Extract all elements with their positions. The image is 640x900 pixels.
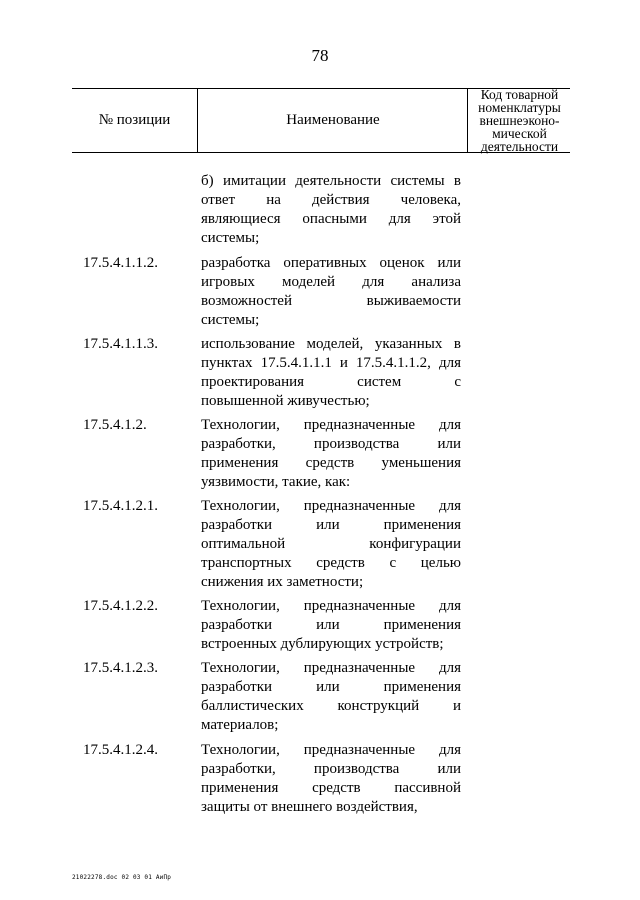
footer-doc-id: 21022278.doc 02 03 01 АиПр (72, 874, 172, 881)
row-description-line: баллистических конструкций и (201, 698, 461, 714)
row-description (201, 597, 461, 654)
row-description-line: Технологии, предназначенные для (201, 742, 461, 758)
column-header-position: № позиции (98, 112, 171, 128)
row-position-number: 17.5.4.1.1.3. (83, 336, 158, 352)
row-description-line: игровых моделей для анализа (201, 274, 461, 290)
row-description-line: уязвимости, такие, как: (201, 474, 351, 490)
row-description (201, 659, 461, 735)
row-description (201, 335, 461, 411)
row-position-number: 17.5.4.1.2. (83, 417, 147, 433)
row-description-line: возможностей выживаемости (201, 293, 461, 309)
row-description-line: Технологии, предназначенные для (201, 498, 461, 514)
column-header-code-line: деятельности (480, 139, 559, 154)
row-description-line: системы; (201, 230, 260, 246)
row-description-line: разработки или применения (201, 617, 461, 633)
row-description (201, 254, 461, 330)
row-description-line: являющиеся опасными для этой (201, 211, 461, 227)
row-description-line: встроенных дублирующих устройств; (201, 636, 444, 652)
row-description-line: проектирования систем с (201, 374, 461, 390)
row-description-line: разработки, производства или (201, 761, 461, 777)
column-header-name: Наименование (197, 89, 468, 152)
column-header-code-line: внешнеэконо- (479, 113, 560, 128)
row-description-line: Технологии, предназначенные для (201, 417, 461, 433)
row-position-number: 17.5.4.1.2.2. (83, 598, 158, 614)
row-description-line: повышенной живучестью; (201, 393, 370, 409)
column-header-code-line: Код товарной (480, 87, 559, 102)
row-description-line: применения средств уменьшения (201, 455, 461, 471)
row-description (201, 741, 461, 817)
row-description-line: ответ на действия человека, (201, 192, 461, 208)
row-description-line: Технологии, предназначенные для (201, 660, 461, 676)
table-header (72, 88, 570, 153)
row-description-line: системы; (201, 312, 260, 328)
row-description-line: использование моделей, указанных в (201, 336, 461, 352)
row-description-line: разработка оперативных оценок или (201, 255, 461, 271)
row-position-number: 17.5.4.1.2.3. (83, 660, 158, 676)
row-position-number: 17.5.4.1.2.1. (83, 498, 158, 514)
column-header-code-line: мической (492, 126, 547, 141)
row-description-line: материалов; (201, 717, 279, 733)
row-position-number: 17.5.4.1.1.2. (83, 255, 158, 271)
row-description-line: оптимальной конфигурации (201, 536, 461, 552)
row-description-line: защиты от внешнего воздействия, (201, 799, 418, 815)
page-number: 78 (311, 46, 329, 65)
row-description-line: разработки или применения (201, 679, 461, 695)
row-position-number: 17.5.4.1.2.4. (83, 742, 158, 758)
row-description-line: транспортных средств с целью (201, 555, 461, 571)
row-description-line: разработки или применения (201, 517, 461, 533)
column-header-code-line: номенклатуры (478, 100, 561, 115)
row-description (201, 416, 461, 492)
row-description-line: Технологии, предназначенные для (201, 598, 461, 614)
row-description-line: разработки, производства или (201, 436, 461, 452)
row-description (201, 172, 461, 248)
row-description (201, 497, 461, 592)
column-header-code (467, 89, 571, 152)
row-description-line: б) имитации деятельности системы в (201, 173, 461, 189)
row-description-line: пунктах 17.5.4.1.1.1 и 17.5.4.1.1.2, для (201, 355, 461, 371)
row-description-line: применения средств пассивной (201, 780, 461, 796)
row-description-line: снижения их заметности; (201, 574, 364, 590)
